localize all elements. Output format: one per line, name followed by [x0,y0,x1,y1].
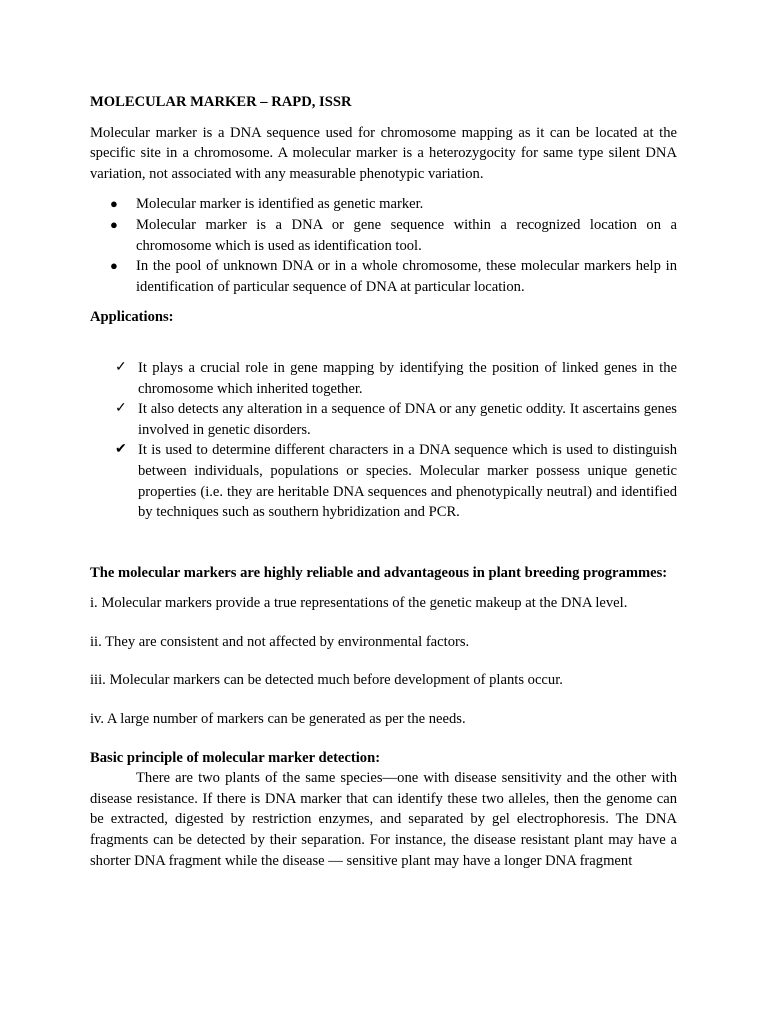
bullet-item [90,194,677,215]
bullet-text: Molecular marker is a DNA or gene sequence within a recognized location on a chromosome which is used as identification tool. [136,216,677,254]
bullet-item [90,215,677,256]
application-item [90,399,677,440]
advantages-heading: The molecular markers are highly reliable and advantageous in plant breeding programmes: [90,564,668,581]
advantage-item: ii. They are consistent and not affected by environmental factors. [90,633,470,650]
document-title: MOLECULAR MARKER – RAPD, ISSR [90,94,352,110]
bullet-dot-icon: ● [110,258,118,274]
bullet-text: Molecular marker is identified as genetic marker. [136,196,424,213]
advantage-item: i. Molecular markers provide a true representations of the genetic makeup at the DNA level. [90,595,628,612]
applications-heading: Applications: [90,309,174,326]
bullet-dot-icon: ● [110,216,118,232]
application-text: It also detects any alteration in a sequence of DNA or any genetic oddity. It ascertains genes involved in genetic disorders. [138,401,677,438]
bullet-dot-icon: ● [110,196,118,212]
checkmark-icon: ✓ [115,359,127,375]
application-item [90,358,677,399]
application-item [90,440,677,522]
advantage-item: iii. Molecular markers can be detected much before development of plants occur. [90,672,563,689]
checkmark-icon: ✔ [115,442,127,458]
advantage-item: iv. A large number of markers can be generated as per the needs. [90,711,466,728]
checkmark-icon: ✓ [115,401,127,417]
bullet-list [90,194,677,297]
bullet-item [90,256,677,297]
principle-paragraph: There are two plants of the same species—one with disease sensitivity and the other with disease resistance. If there is DNA marker that can identify these two alleles, then the genome can be extracted, digested by restriction enzymes, and separated by gel electrophoresis. The DNA fragments can be detected by their separation. For instance, the disease resistant plant may have a shorter DNA fragment while the disease — sensitive plant may have a longer DNA fragment [90,770,677,869]
application-text: It plays a crucial role in gene mapping by identifying the position of linked genes in the chromosome which inherited together. [138,359,677,397]
bullet-text: In the pool of unknown DNA or in a whole chromosome, these molecular markers help in identification of particular sequence of DNA at particular location. [136,258,677,295]
principle-heading: Basic principle of molecular marker detection: [90,749,381,766]
intro-paragraph: Molecular marker is a DNA sequence used for chromosome mapping as it can be located at the specific site in a chromosome. A molecular marker is a heterozygocity for same type silent DNA variation, not associated with any measurable phenotypic variation. [90,124,677,182]
application-text: It is used to determine different characters in a DNA sequence which is used to distinguish between individuals, populations or species. Molecular marker possess unique genetic properties (i.e. they are heritable DNA sequences and phenotypically neutral) and identified by techniques such as southern hybridization and PCR. [138,442,677,521]
applications-list [90,358,677,523]
document-page [90,92,677,871]
